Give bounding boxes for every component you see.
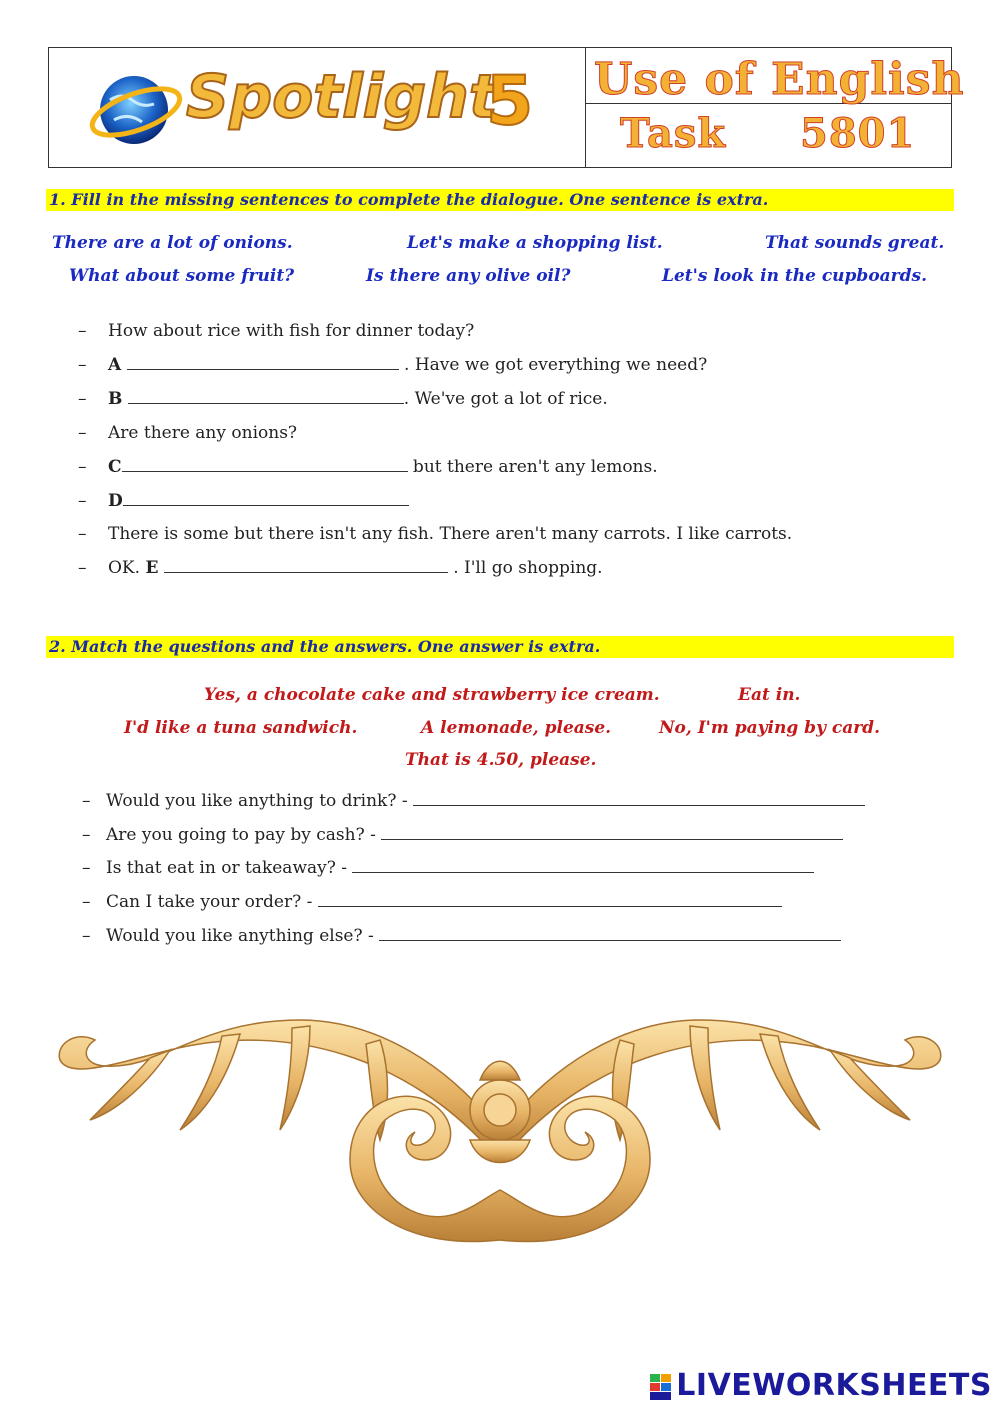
dialogue-line: – There is some but there isn't any fish. There aren't many carrots. I like carrots. [78, 524, 793, 544]
task1-option[interactable]: Is there any olive oil? [366, 266, 571, 286]
dialogue-line: – C but there aren't any lemons. [78, 457, 658, 477]
task2-option[interactable]: No, I'm paying by card. [659, 718, 880, 738]
gap-d-blank[interactable] [123, 491, 409, 506]
liveworksheets-brand [650, 1368, 992, 1403]
question-line: – Would you like anything to drink? - [82, 791, 865, 811]
task1-option[interactable]: Let's look in the cupboards. [662, 266, 928, 286]
task2-option[interactable]: Eat in. [738, 685, 801, 705]
question-line: – Can I take your order? - [82, 892, 782, 912]
task2-instruction: 2. Match the questions and the answers. One answer is extra. [46, 636, 954, 658]
answer-blank[interactable] [318, 892, 782, 907]
answer-blank[interactable] [413, 791, 865, 806]
header-divider [585, 48, 586, 167]
task1-option[interactable]: Let's make a shopping list. [407, 233, 663, 253]
gap-c-blank[interactable] [122, 457, 408, 472]
dialogue-line: – A . Have we got everything we need? [78, 355, 708, 375]
gap-letter-c: C [108, 457, 122, 477]
dialogue-line: – OK. E . I'll go shopping. [78, 558, 603, 578]
question-line: – Would you like anything else? - [82, 926, 841, 946]
gap-letter-a: A [108, 355, 122, 375]
answer-blank[interactable] [381, 825, 843, 840]
gap-a-blank[interactable] [127, 355, 399, 370]
baroque-ornament-icon [50, 1000, 950, 1260]
gap-b-blank[interactable] [128, 389, 404, 404]
task1-option[interactable]: That sounds great. [765, 233, 945, 253]
dialogue-line: – D [78, 491, 409, 511]
worksheet-title: Use of English [594, 54, 965, 105]
gap-letter-e: E [145, 558, 159, 578]
dialogue-line: – How about rice with fish for dinner today? [78, 321, 475, 341]
task1-option[interactable]: There are a lot of onions. [52, 233, 293, 253]
logo-word: Spotlight [186, 62, 498, 132]
question-line: – Are you going to pay by cash? - [82, 825, 843, 845]
liveworksheets-logo-icon [650, 1372, 672, 1402]
task2-option[interactable]: I'd like a tuna sandwich. [124, 718, 358, 738]
task2-option[interactable]: That is 4.50, please. [405, 750, 597, 770]
answer-blank[interactable] [352, 858, 814, 873]
task1-option[interactable]: What about some fruit? [69, 266, 295, 286]
task-label: Task [620, 110, 727, 157]
task2-option[interactable]: Yes, a chocolate cake and strawberry ice cream. [204, 685, 660, 705]
task1-instruction: 1. Fill in the missing sentences to complete the dialogue. One sentence is extra. [46, 189, 954, 211]
gap-e-blank[interactable] [164, 558, 448, 573]
task2-option[interactable]: A lemonade, please. [421, 718, 612, 738]
dialogue-line: – Are there any onions? [78, 423, 298, 443]
brand-name: LIVEWORKSHEETS [676, 1368, 992, 1403]
question-line: – Is that eat in or takeaway? - [82, 858, 814, 878]
gap-letter-d: D [108, 491, 123, 511]
task-number: 5801 [800, 110, 916, 157]
globe-logo-icon [88, 66, 184, 152]
dialogue-line: – B . We've got a lot of rice. [78, 389, 608, 409]
answer-blank[interactable] [379, 926, 841, 941]
gap-letter-b: B [108, 389, 123, 409]
logo-number: 5 [486, 62, 534, 141]
